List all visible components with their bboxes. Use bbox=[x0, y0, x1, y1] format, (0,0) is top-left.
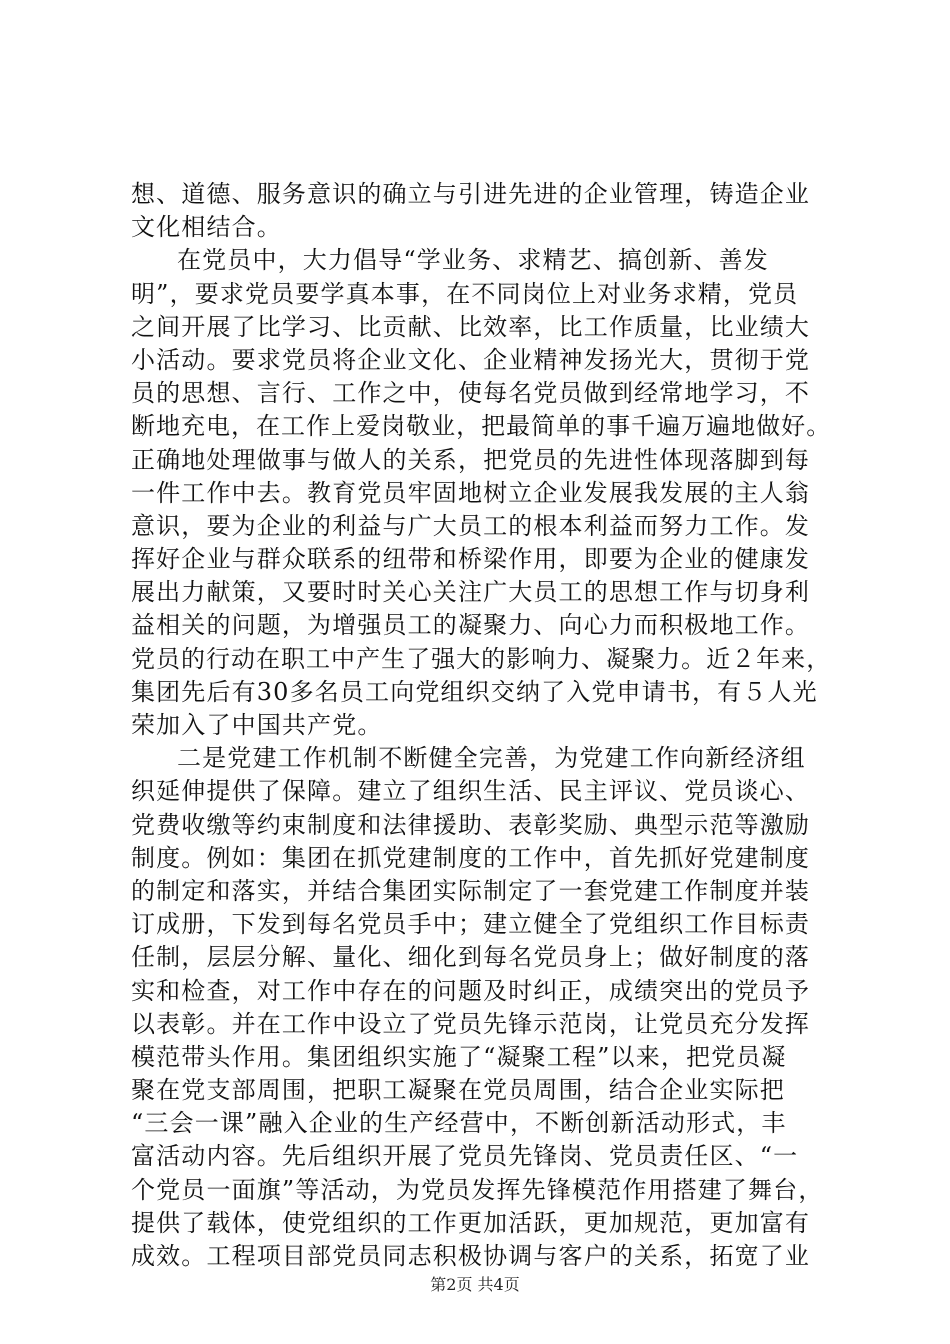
text-line: 小活动。要求党员将企业文化、企业精神发扬光大，贯彻于党 bbox=[131, 345, 811, 374]
text-line: 党员的行动在职工中产生了强大的影响力、凝聚力。近２年来， bbox=[131, 644, 832, 673]
text-line: 订成册，下发到每名党员手中；建立健全了党组织工作目标责 bbox=[131, 910, 811, 939]
text-line: 富活动内容。先后组织开展了党员先锋岗、党员责任区、“一 bbox=[131, 1142, 799, 1171]
text-line: 个党员一面旗”等活动，为党员发挥先锋模范作用搭建了舞台， bbox=[131, 1175, 824, 1204]
paragraph bbox=[131, 178, 831, 244]
text-line: 以表彰。并在工作中设立了党员先锋示范岗，让党员充分发挥 bbox=[131, 1009, 811, 1038]
paragraph bbox=[131, 244, 831, 742]
text-line: 明”，要求党员要学真本事，在不同岗位上对业务求精，党员 bbox=[131, 279, 799, 308]
text-line: 党费收缴等约束制度和法律援助、表彰奖励、典型示范等激励 bbox=[131, 810, 811, 839]
text-line: 制度。例如：集团在抓党建制度的工作中，首先抓好党建制度 bbox=[131, 843, 811, 872]
text-line: 挥好企业与群众联系的纽带和桥梁作用，即要为企业的健康发 bbox=[131, 545, 811, 574]
text-line: 想、道德、服务意识的确立与引进先进的企业管理，铸造企业 bbox=[131, 180, 811, 208]
text-line: 荣加入了中国共产党。 bbox=[131, 711, 383, 739]
text-line: 二是党建工作机制不断健全完善，为党建工作向新经济组 bbox=[177, 744, 806, 773]
text-line: 任制，层层分解、量化、细化到每名党员身上；做好制度的落 bbox=[131, 943, 811, 972]
text-line: 的制定和落实，并结合集团实际制定了一套党建工作制度并装 bbox=[131, 876, 811, 905]
document-body bbox=[131, 178, 831, 1273]
text-line: 集团先后有30多名员工向党组织交纳了入党申请书，有５人光 bbox=[131, 677, 818, 706]
text-line: 意识，要为企业的利益与广大员工的根本利益而努力工作。发 bbox=[131, 511, 811, 540]
text-line: 文化相结合。 bbox=[131, 213, 282, 242]
text-line: 模范带头作用。集团组织实施了“凝聚工程”以来，把党员凝 bbox=[131, 1042, 787, 1071]
text-line: 聚在党支部周围，把职工凝聚在党员周围，结合企业实际把 bbox=[131, 1076, 785, 1105]
text-line: 实和检查，对工作中存在的问题及时纠正，成绩突出的党员予 bbox=[131, 976, 811, 1005]
text-line: 在党员中，大力倡导“学业务、求精艺、搞创新、善发 bbox=[177, 246, 769, 275]
page-footer: 第2页 共4页 bbox=[430, 1275, 520, 1294]
text-line: 正确地处理做事与做人的关系，把党员的先进性体现落脚到每 bbox=[131, 445, 811, 474]
text-line: 展出力献策，又要时时关心关注广大员工的思想工作与切身利 bbox=[131, 578, 811, 607]
text-line: 织延伸提供了保障。建立了组织生活、民主评议、党员谈心、 bbox=[131, 777, 811, 806]
text-line: 断地充电，在工作上爱岗敬业，把最简单的事千遍万遍地做好。 bbox=[131, 412, 832, 441]
paragraph bbox=[131, 742, 831, 1273]
text-line: 成效。工程项目部党员同志积极协调与客户的关系，拓宽了业 bbox=[131, 1242, 811, 1270]
text-line: 益相关的问题，为增强员工的凝聚力、向心力而积极地工作。 bbox=[131, 611, 811, 640]
text-line: 之间开展了比学习、比贡献、比效率，比工作质量，比业绩大 bbox=[131, 312, 811, 341]
text-line: 提供了载体，使党组织的工作更加活跃，更加规范，更加富有 bbox=[131, 1208, 811, 1237]
text-line: “三会一课”融入企业的生产经营中，不断创新活动形式，丰 bbox=[131, 1109, 787, 1138]
text-line: 员的思想、言行、工作之中，使每名党员做到经常地学习，不 bbox=[131, 379, 811, 408]
text-line: 一件工作中去。教育党员牢固地树立企业发展我发展的主人翁 bbox=[131, 478, 811, 507]
